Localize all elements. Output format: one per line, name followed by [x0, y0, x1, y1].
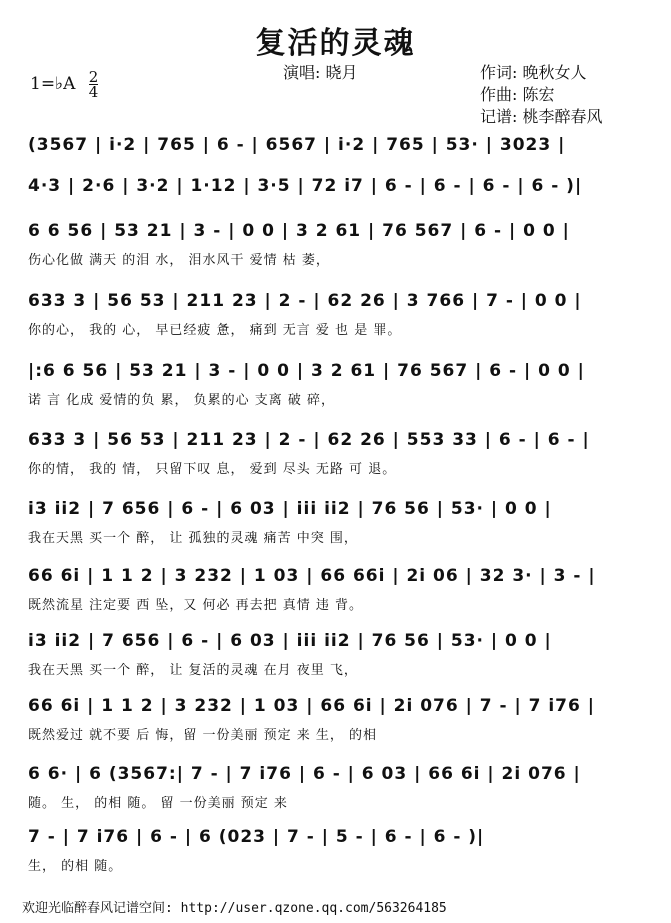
lyric-row: 我在天黑 买一个 醉， 让 孤独的灵魂 痛苦 中突 围，	[28, 531, 358, 546]
lyric-row: 伤心化做 满天 的泪 水， 泪水风干 爱情 枯 萎，	[28, 253, 330, 268]
singer-label: 演唱: 晓月	[283, 63, 358, 82]
lyric-row: 既然爱过 就不要 后 悔，留 一份美丽 预定 来 生， 的相	[28, 728, 378, 743]
lyric-row: 生， 的相 随。	[28, 859, 123, 874]
notation-row: (3567 | i·2 | 765 | 6 - | 6567 | i·2 | 765 | 53· | 3023 |	[28, 135, 566, 155]
score-line-5	[28, 358, 648, 409]
score-line-9	[28, 628, 648, 679]
score-line-3	[28, 218, 648, 269]
time-sig-top: 2	[88, 68, 99, 86]
composer-label: 作曲: 陈宏	[480, 85, 555, 104]
key-signature	[30, 70, 98, 99]
lyric-row: 诺 言 化成 爱情的负 累， 负累的心 支离 破 碎，	[28, 393, 336, 408]
footer-credit: 欢迎光临醉春风记谱空间: http://user.qzone.qq.com/563264185	[22, 901, 447, 916]
score-line-4	[28, 288, 648, 339]
notation-row: i3 ii2 | 7 656 | 6 - | 6 03 | iii ii2 | 76 56 | 53· | 0 0 |	[28, 499, 552, 519]
notation-row: 7 - | 7 i76 | 6 - | 6 (023 | 7 - | 5 - | 6 - | 6 - )|	[28, 827, 485, 847]
notation-row: 633 3 | 56 53 | 211 23 | 2 - | 62 26 | 553 33 | 6 - | 6 - |	[28, 430, 590, 450]
transcriber-label: 记谱: 桃李醉春风	[480, 107, 603, 126]
lyric-row: 既然流星 注定要 西 坠，又 何必 再去把 真情 违 背。	[28, 598, 364, 613]
score-line-10	[28, 693, 648, 744]
lyric-row: 随。 生， 的相 随。 留 一份美丽 预定 来	[28, 796, 288, 811]
score-line-8	[28, 563, 648, 614]
lyricist-label: 作词: 晚秋女人	[480, 63, 587, 82]
lyric-row: 我在天黑 买一个 醉， 让 复活的灵魂 在月 夜里 飞，	[28, 663, 358, 678]
song-title: 复活的灵魂	[255, 26, 416, 61]
score-line-11	[28, 761, 648, 812]
score-line-2	[28, 173, 648, 224]
key-label: 1=♭A	[30, 74, 76, 94]
lyric-row: 你的心， 我的 心， 早已经疲 惫， 痛到 无言 爱 也 是 罪。	[28, 323, 402, 338]
notation-row: 66 6i | 1 1 2 | 3 232 | 1 03 | 66 66i | 2i 06 | 32 3· | 3 - |	[28, 566, 596, 586]
notation-row: i3 ii2 | 7 656 | 6 - | 6 03 | iii ii2 | 76 56 | 53· | 0 0 |	[28, 631, 552, 651]
notation-row: |:6 6 56 | 53 21 | 3 - | 0 0 | 3 2 61 | 76 567 | 6 - | 0 0 |	[28, 361, 585, 381]
score-line-12	[28, 824, 648, 875]
lyric-row: 你的情， 我的 情， 只留下叹 息， 爱到 尽头 无路 可 退。	[28, 462, 397, 477]
time-signature	[89, 70, 99, 99]
score-line-6	[28, 427, 648, 478]
notation-row: 4·3 | 2·6 | 3·2 | 1·12 | 3·5 | 72 i7 | 6 - | 6 - | 6 - | 6 - )|	[28, 176, 583, 196]
notation-row: 6 6 56 | 53 21 | 3 - | 0 0 | 3 2 61 | 76 567 | 6 - | 0 0 |	[28, 221, 570, 241]
score-line-7	[28, 496, 648, 547]
notation-row: 66 6i | 1 1 2 | 3 232 | 1 03 | 66 6i | 2i 076 | 7 - | 7 i76 |	[28, 696, 595, 716]
time-sig-bottom: 4	[88, 83, 99, 101]
notation-row: 633 3 | 56 53 | 211 23 | 2 - | 62 26 | 3 766 | 7 - | 0 0 |	[28, 291, 582, 311]
notation-row: 6 6· | 6 (3567:| 7 - | 7 i76 | 6 - | 6 03 | 66 6i | 2i 076 |	[28, 764, 581, 784]
